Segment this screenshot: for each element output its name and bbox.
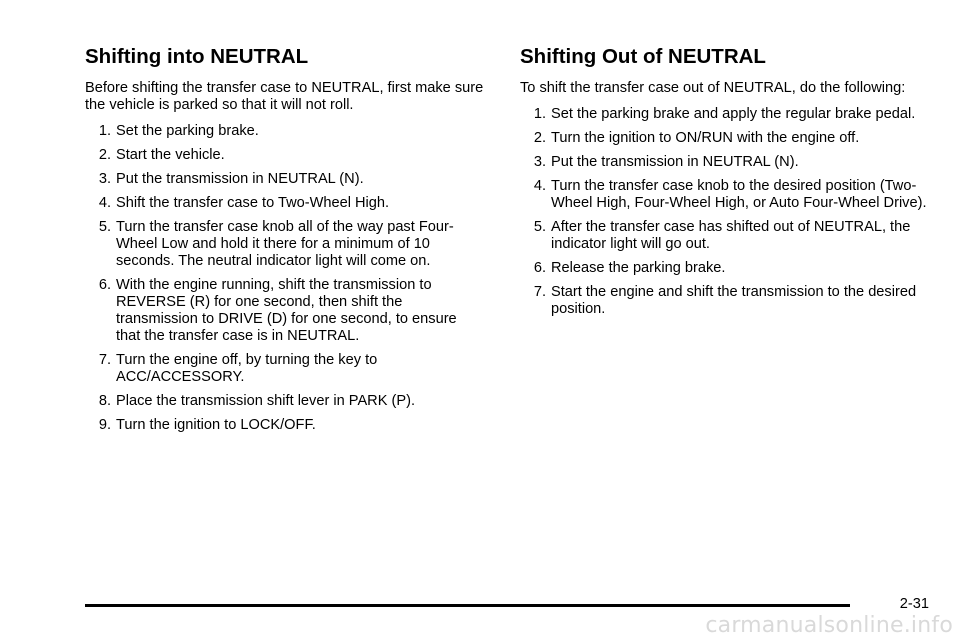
step-number: 3. [533,154,546,170]
step-number: 5. [98,219,111,235]
list-item [85,352,485,386]
section-title-shifting-into-neutral: Shifting into NEUTRAL [85,45,309,68]
step-number: 6. [98,277,111,293]
step-text: Shift the transfer case to Two-Wheel High. [116,195,390,211]
step-number: 4. [533,178,546,194]
step-number: 2. [98,147,111,163]
step-number: 9. [98,417,111,433]
step-number: 3. [98,171,111,187]
step-text: Turn the ignition to LOCK/OFF. [116,417,316,433]
step-number: 2. [533,130,546,146]
step-number: 6. [533,260,546,276]
step-text: After the transfer case has shifted out of NEUTRAL, the indicator light will go out. [551,219,911,252]
list-item [520,130,940,147]
right-column [520,44,940,325]
list-item [520,219,940,253]
step-number: 5. [533,219,546,235]
watermark: carmanualsonline.info [705,613,953,638]
step-number: 7. [98,352,111,368]
list-item [520,260,940,277]
footer-rule [85,604,850,607]
step-text: Turn the transfer case knob to the desired position (Two-Wheel High, Four-Wheel High, or Auto Four-Wheel Drive). [551,178,927,211]
step-text: Release the parking brake. [551,260,726,276]
list-item [520,106,940,123]
step-text: With the engine running, shift the transmission to REVERSE (R) for one second, then shift the transmission to DRIVE (D) for one second, to ensure that the transfer case is in NEUTRAL. [116,277,457,344]
list-item [520,178,940,212]
list-item [85,195,485,212]
step-text: Place the transmission shift lever in PARK (P). [116,393,416,409]
step-number: 7. [533,284,546,300]
section-title-shifting-out-of-neutral: Shifting Out of NEUTRAL [520,45,766,68]
list-item [520,284,940,318]
section-intro: To shift the transfer case out of NEUTRAL, do the following: [520,80,906,96]
step-text: Start the engine and shift the transmission to the desired position. [551,284,917,317]
list-item [85,219,485,270]
list-item [85,417,485,434]
step-text: Start the vehicle. [116,147,225,163]
step-text: Turn the engine off, by turning the key to ACC/ACCESSORY. [116,352,378,385]
step-number: 4. [98,195,111,211]
step-text: Put the transmission in NEUTRAL (N). [116,171,364,187]
left-column [85,44,485,441]
step-text: Set the parking brake and apply the regular brake pedal. [551,106,916,122]
steps-list [520,106,940,318]
list-item [85,147,485,164]
step-number: 1. [98,123,111,139]
list-item [85,393,485,410]
list-item [85,171,485,188]
list-item [85,277,485,345]
section-intro: Before shifting the transfer case to NEUTRAL, first make sure the vehicle is parked so that it will not roll. [85,80,484,113]
step-text: Put the transmission in NEUTRAL (N). [551,154,799,170]
list-item [520,154,940,171]
steps-list [85,123,485,434]
page-number: 2-31 [899,596,929,612]
step-number: 1. [533,106,546,122]
step-text: Set the parking brake. [116,123,259,139]
step-number: 8. [98,393,111,409]
step-text: Turn the transfer case knob all of the way past Four-Wheel Low and hold it there for a minimum of 10 seconds. The neutral indicator light will come on. [116,219,454,269]
list-item [85,123,485,140]
step-text: Turn the ignition to ON/RUN with the engine off. [551,130,860,146]
